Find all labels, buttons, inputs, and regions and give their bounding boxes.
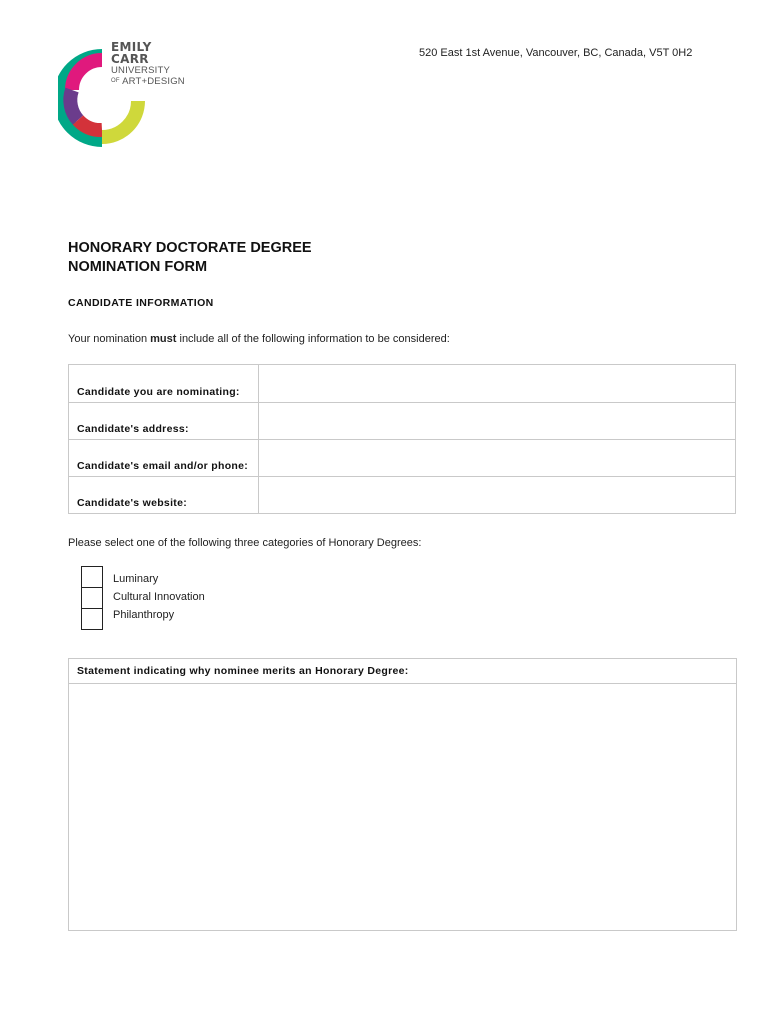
checkbox-cultural-innovation[interactable] xyxy=(81,587,103,609)
statement-heading: Statement indicating why nominee merits an Honorary Degree: xyxy=(69,659,736,684)
logo-line-art-design xyxy=(111,76,185,87)
field-label-candidate-contact: Candidate's email and/or phone: xyxy=(77,460,249,472)
logo-art-design: ART+DESIGN xyxy=(122,76,185,88)
field-label-candidate-address: Candidate's address: xyxy=(77,423,189,435)
logo-line-carr: CARR xyxy=(111,52,149,66)
checkbox-luminary[interactable] xyxy=(81,566,103,588)
logo-line-emily: EMILY xyxy=(111,40,152,54)
form-title-line-2: NOMINATION FORM xyxy=(68,259,208,275)
logo-of: OF xyxy=(111,78,120,84)
table-row xyxy=(69,365,735,403)
section-heading: CANDIDATE INFORMATION xyxy=(68,297,214,309)
field-label-candidate-website: Candidate's website: xyxy=(77,497,188,509)
logo-line-university: UNIVERSITY xyxy=(111,65,171,76)
candidate-website-field[interactable] xyxy=(258,477,735,513)
field-label-candidate-name: Candidate you are nominating: xyxy=(77,386,240,398)
candidate-contact-field[interactable] xyxy=(258,440,735,476)
logo-wordmark xyxy=(111,41,185,87)
table-row xyxy=(69,477,735,513)
intro-text xyxy=(68,333,450,345)
statement-field[interactable] xyxy=(69,684,736,930)
table-row xyxy=(69,440,735,477)
candidate-address-field[interactable] xyxy=(258,403,735,439)
candidate-info-table xyxy=(68,364,736,514)
table-row xyxy=(69,403,735,440)
category-label-cultural-innovation: Cultural Innovation xyxy=(113,591,205,603)
statement-box xyxy=(68,658,737,931)
candidate-name-field[interactable] xyxy=(258,365,735,402)
form-title-line-1: HONORARY DOCTORATE DEGREE xyxy=(68,240,312,256)
university-address: 520 East 1st Avenue, Vancouver, BC, Canada, V5T 0H2 xyxy=(419,47,693,59)
category-label-luminary: Luminary xyxy=(113,573,159,585)
checkbox-philanthropy[interactable] xyxy=(81,608,103,630)
intro-text-emphasis: must xyxy=(150,333,177,345)
category-label-philanthropy: Philanthropy xyxy=(113,609,175,621)
category-prompt: Please select one of the following three categories of Honorary Degrees: xyxy=(68,537,422,549)
intro-text-end: include all of the following information to be considered: xyxy=(176,333,450,345)
form-title xyxy=(68,239,312,277)
intro-text-start: Your nomination xyxy=(68,333,151,345)
